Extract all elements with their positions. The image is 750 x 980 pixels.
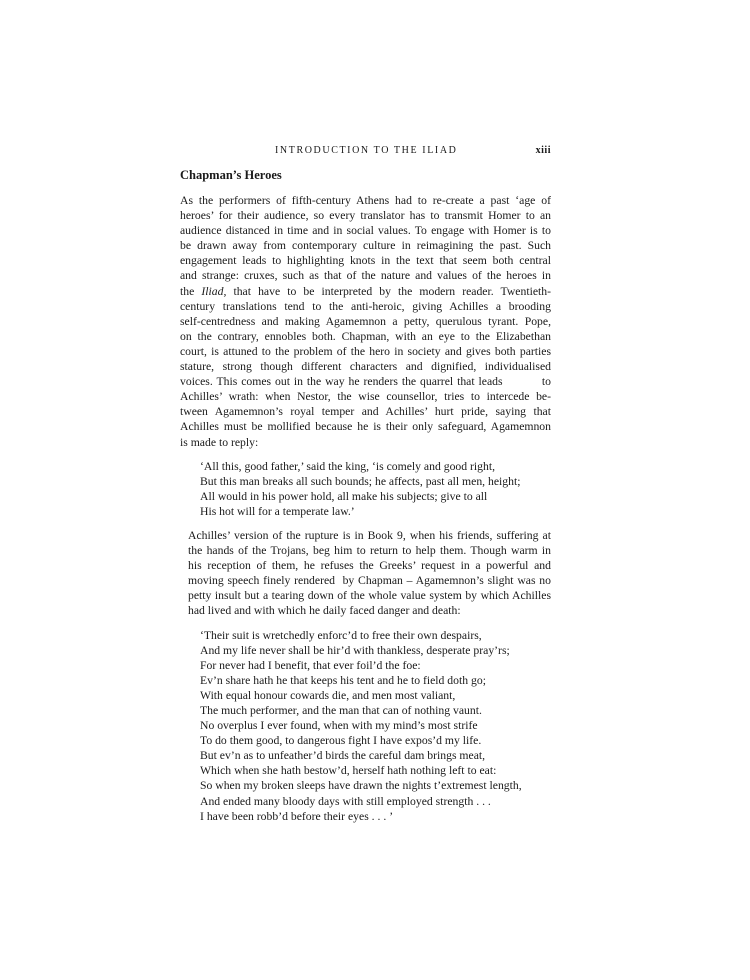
text-line: self-centredness and making Agamemnon a petty, querulous tyrant. Pope, (180, 314, 551, 328)
text-line (180, 284, 551, 299)
verse-line: I have been robb’d before their eyes . . . ’ (200, 809, 394, 823)
verse-line: His hot will for a temperate law.’ (200, 504, 355, 518)
verse-line: So when my broken sleeps have drawn the nights t’extremest length, (200, 779, 522, 793)
verse-line: Ev’n share hath he that keeps his tent and he to field doth go; (200, 673, 486, 687)
verse-line: With equal honour cowards die, and men most valiant, (200, 688, 456, 702)
verse-line: And my life never shall be hir’d with thankless, desperate pray’rs; (200, 643, 510, 657)
verse-line: And ended many bloody days with still employed strength . . . (200, 794, 491, 808)
text-line: moving speech finely rendered by Chapman – Agamemnon’s slight was no (188, 574, 551, 588)
verse-line: To do them good, to dangerous fight I have expos’d my life. (200, 734, 482, 748)
verse-line: ‘All this, good father,’ said the king, ‘is comely and good right, (200, 459, 496, 473)
text-line: heroes’ for their audience, so every translator has to transmit Homer to an (180, 209, 551, 223)
text-line: As the performers of fifth-century Athens had to re-create a past ‘age of (180, 194, 551, 207)
verse-line: ‘Their suit is wretchedly enforc’d to free their own despairs, (200, 628, 482, 642)
text-line: tween Agamemnon’s royal temper and Achilles’ hurt pride, saying that (180, 405, 551, 419)
running-head-title: INTRODUCTION TO THE ILIAD (275, 145, 458, 156)
text-line: audience distanced in time and in social values. To engage with Homer is to (180, 224, 551, 238)
verse-line: The much performer, and the man that can of nothing vaunt. (200, 704, 482, 717)
text-line: had lived and with which he daily faced danger and death: (188, 604, 461, 618)
verse-line: No overplus I ever found, when with my mind’s most strife (200, 719, 478, 733)
section-heading: Chapman’s Heroes (180, 168, 282, 182)
verse-line: But ev’n as to unfeather’d birds the careful dam brings meat, (200, 749, 486, 763)
running-head (180, 144, 551, 158)
paragraph-2 (180, 528, 551, 619)
verse-quotation-2 (200, 628, 551, 824)
verse-quotation-1 (200, 459, 551, 519)
text-line: Achilles’ wrath: when Nestor, the wise counsellor, tries to intercede be- (180, 390, 551, 404)
text-line: century translations tend to the anti-heroic, giving Achilles a brooding (180, 299, 551, 313)
paragraph-1 (180, 193, 551, 450)
text-fragment: that have to be interpreted by the modern reader. Twentieth- (226, 284, 551, 298)
verse-line: For never had I benefit, that ever foil’d the foe: (200, 658, 421, 672)
text-line: engagement leads to highlighting knots in the text that seem both central (180, 254, 551, 268)
text-line: voices. This comes out in the way he renders the quarrel that leads to (180, 375, 551, 389)
book-page (180, 144, 551, 824)
text-line: be drawn away from contemporary culture in reimagining the past. Such (180, 239, 551, 253)
text-line: his reception of them, he refuses the Greeks’ request in a powerful and (188, 559, 551, 573)
text-line: Achilles must be mollified because he is their only safeguard, Agamemnon (180, 420, 551, 434)
page-number: xiii (535, 145, 551, 156)
text-fragment: the (180, 284, 202, 298)
text-line: the hands of the Trojans, beg him to return to help them. Though warm in (188, 544, 551, 558)
text-line: court, is attuned to the problem of the hero in society and gives both parties (180, 344, 551, 358)
text-line: is made to reply: (180, 435, 259, 449)
verse-line: Which when she hath bestow’d, herself hath nothing left to eat: (200, 764, 497, 778)
text-line: and strange: cruxes, such as that of the nature and values of the heroes in (180, 269, 551, 283)
text-line: stature, strong though different characters and dignified, individualised (180, 360, 551, 374)
verse-line: But this man breaks all such bounds; he affects, past all men, height; (200, 474, 521, 488)
italic-title: Iliad, (201, 284, 227, 298)
text-line: petty insult but a tearing down of the whole value system by which Achilles (188, 589, 551, 603)
text-line: Achilles’ version of the rupture is in Book 9, when his friends, suffering at (188, 528, 551, 542)
verse-line: All would in his power hold, all make his subjects; give to all (200, 489, 488, 503)
text-line: on the contrary, ennobles both. Chapman, with an eye to the Elizabethan (180, 329, 551, 343)
